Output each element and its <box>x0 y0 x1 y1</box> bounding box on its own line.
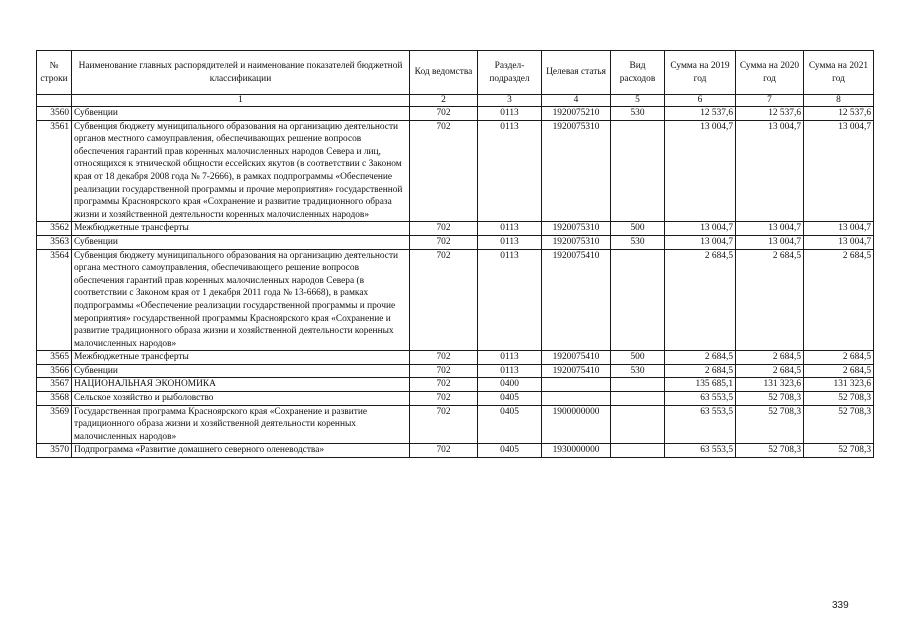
header-sum-2021: Сумма на 2021 год <box>804 51 874 95</box>
cell-target-article: 1920075310 <box>542 235 611 249</box>
cell-sum-2021: 52 708,3 <box>804 444 874 458</box>
cell-dept-code: 702 <box>410 249 478 351</box>
cell-sum-2019: 2 684,5 <box>665 249 736 351</box>
header-target-article: Целевая статья <box>542 51 611 95</box>
header-row-no: № строки <box>37 51 72 95</box>
cell-sum-2021: 131 323,6 <box>804 378 874 392</box>
cell-sum-2021: 52 708,3 <box>804 405 874 444</box>
cell-row-no: 3562 <box>37 222 72 236</box>
cell-row-no: 3561 <box>37 120 72 222</box>
column-number: 3 <box>478 95 542 107</box>
column-number: 8 <box>804 95 874 107</box>
cell-expense-type: 530 <box>611 107 665 121</box>
cell-expense-type: 530 <box>611 235 665 249</box>
cell-name: Субвенции <box>72 107 410 121</box>
table-row <box>37 107 874 121</box>
cell-expense-type <box>611 405 665 444</box>
cell-sum-2019: 2 684,5 <box>665 364 736 378</box>
column-number: 7 <box>736 95 804 107</box>
cell-target-article: 1920075410 <box>542 351 611 365</box>
cell-target-article: 1920075410 <box>542 249 611 351</box>
cell-sum-2019: 13 004,7 <box>665 222 736 236</box>
table-row <box>37 364 874 378</box>
table-row <box>37 444 874 458</box>
cell-section: 0113 <box>478 235 542 249</box>
header-section: Раздел-подраздел <box>478 51 542 95</box>
cell-row-no: 3568 <box>37 392 72 406</box>
cell-target-article: 1930000000 <box>542 444 611 458</box>
cell-dept-code: 702 <box>410 378 478 392</box>
header-dept-code: Код ведомства <box>410 51 478 95</box>
column-number: 5 <box>611 95 665 107</box>
cell-expense-type <box>611 120 665 222</box>
header-name: Наименование главных распорядителей и наименование показателей бюджетной классификации <box>72 51 410 95</box>
table-row <box>37 378 874 392</box>
cell-section: 0113 <box>478 351 542 365</box>
cell-sum-2020: 12 537,6 <box>736 107 804 121</box>
cell-name: Подпрограмма «Развитие домашнего северного оленеводства» <box>72 444 410 458</box>
cell-row-no: 3566 <box>37 364 72 378</box>
cell-name: Субвенции <box>72 364 410 378</box>
cell-sum-2020: 52 708,3 <box>736 392 804 406</box>
cell-expense-type <box>611 378 665 392</box>
cell-sum-2021: 52 708,3 <box>804 392 874 406</box>
cell-row-no: 3570 <box>37 444 72 458</box>
cell-sum-2021: 13 004,7 <box>804 222 874 236</box>
cell-sum-2021: 2 684,5 <box>804 351 874 365</box>
cell-name: Межбюджетные трансферты <box>72 222 410 236</box>
cell-name: Субвенции <box>72 235 410 249</box>
cell-row-no: 3569 <box>37 405 72 444</box>
cell-section: 0405 <box>478 444 542 458</box>
cell-name: Субвенция бюджету муниципального образования на организацию деятельности органов местного самоуправления, обеспечивающих решение вопросов обеспечения гарантий прав коренных малочисленных народов Севера и лиц, относящихся к этнической общности ессейских якутов (в соответствии с Законом края от 18 декабря 2008 года № 7-2666), в рамках подпрограммы «Обеспечение реализации государственной программы и прочие мероприятия» государственной программы Красноярского края «Сохранение и развитие традиционного образа жизни и хозяйственной деятельности коренных малочисленных народов» <box>72 120 410 222</box>
cell-target-article <box>542 392 611 406</box>
column-number-row <box>37 95 874 107</box>
cell-row-no: 3565 <box>37 351 72 365</box>
column-number: 4 <box>542 95 611 107</box>
cell-target-article <box>542 378 611 392</box>
cell-section: 0113 <box>478 222 542 236</box>
cell-sum-2020: 131 323,6 <box>736 378 804 392</box>
cell-sum-2021: 13 004,7 <box>804 235 874 249</box>
cell-section: 0405 <box>478 405 542 444</box>
cell-dept-code: 702 <box>410 107 478 121</box>
cell-target-article: 1920075310 <box>542 222 611 236</box>
cell-dept-code: 702 <box>410 235 478 249</box>
cell-sum-2020: 52 708,3 <box>736 444 804 458</box>
cell-row-no: 3563 <box>37 235 72 249</box>
cell-expense-type <box>611 249 665 351</box>
cell-expense-type: 500 <box>611 351 665 365</box>
cell-target-article: 1900000000 <box>542 405 611 444</box>
cell-sum-2020: 2 684,5 <box>736 364 804 378</box>
cell-section: 0113 <box>478 120 542 222</box>
cell-dept-code: 702 <box>410 392 478 406</box>
table-row <box>37 222 874 236</box>
cell-section: 0113 <box>478 364 542 378</box>
table-header-row <box>37 51 874 95</box>
cell-section: 0113 <box>478 107 542 121</box>
table-row <box>37 392 874 406</box>
cell-sum-2020: 13 004,7 <box>736 222 804 236</box>
cell-sum-2019: 13 004,7 <box>665 235 736 249</box>
cell-sum-2021: 13 004,7 <box>804 120 874 222</box>
cell-expense-type <box>611 444 665 458</box>
table-row <box>37 351 874 365</box>
cell-sum-2020: 52 708,3 <box>736 405 804 444</box>
header-expense-type: Вид расходов <box>611 51 665 95</box>
page-number: 339 <box>832 600 849 611</box>
cell-target-article: 1920075210 <box>542 107 611 121</box>
table-row <box>37 249 874 351</box>
cell-name: НАЦИОНАЛЬНАЯ ЭКОНОМИКА <box>72 378 410 392</box>
cell-sum-2019: 63 553,5 <box>665 444 736 458</box>
cell-section: 0400 <box>478 378 542 392</box>
cell-name: Субвенция бюджету муниципального образования на организацию деятельности органа местного самоуправления, обеспечивающего решение вопросов обеспечения гарантий прав коренных малочисленных народов Севера (в соответствии с Законом края от 1 декабря 2011 года № 13-6668), в рамках подпрограммы «Обеспечение реализации государственной программы и прочие мероприятия» государственной программы Красноярского края «Сохранение и развитие традиционного образа жизни и хозяйственной деятельности коренных малочисленных народов» <box>72 249 410 351</box>
table-body <box>37 107 874 458</box>
budget-table <box>36 50 874 458</box>
cell-sum-2021: 12 537,6 <box>804 107 874 121</box>
cell-expense-type: 500 <box>611 222 665 236</box>
column-number <box>37 95 72 107</box>
cell-sum-2019: 12 537,6 <box>665 107 736 121</box>
cell-dept-code: 702 <box>410 351 478 365</box>
cell-row-no: 3564 <box>37 249 72 351</box>
cell-name: Сельское хозяйство и рыболовство <box>72 392 410 406</box>
cell-dept-code: 702 <box>410 405 478 444</box>
cell-target-article: 1920075310 <box>542 120 611 222</box>
cell-sum-2021: 2 684,5 <box>804 364 874 378</box>
table-row <box>37 235 874 249</box>
column-number: 1 <box>72 95 410 107</box>
cell-section: 0113 <box>478 249 542 351</box>
cell-section: 0405 <box>478 392 542 406</box>
cell-sum-2020: 2 684,5 <box>736 249 804 351</box>
cell-sum-2019: 135 685,1 <box>665 378 736 392</box>
cell-sum-2020: 13 004,7 <box>736 120 804 222</box>
cell-sum-2020: 2 684,5 <box>736 351 804 365</box>
column-number: 6 <box>665 95 736 107</box>
cell-dept-code: 702 <box>410 444 478 458</box>
cell-expense-type <box>611 392 665 406</box>
cell-sum-2020: 13 004,7 <box>736 235 804 249</box>
column-number: 2 <box>410 95 478 107</box>
cell-name: Межбюджетные трансферты <box>72 351 410 365</box>
cell-sum-2019: 2 684,5 <box>665 351 736 365</box>
cell-sum-2019: 13 004,7 <box>665 120 736 222</box>
cell-row-no: 3560 <box>37 107 72 121</box>
cell-dept-code: 702 <box>410 364 478 378</box>
cell-row-no: 3567 <box>37 378 72 392</box>
cell-target-article: 1920075410 <box>542 364 611 378</box>
header-sum-2019: Сумма на 2019 год <box>665 51 736 95</box>
cell-sum-2019: 63 553,5 <box>665 405 736 444</box>
header-sum-2020: Сумма на 2020 год <box>736 51 804 95</box>
cell-dept-code: 702 <box>410 120 478 222</box>
table-row <box>37 405 874 444</box>
table-row <box>37 120 874 222</box>
cell-sum-2021: 2 684,5 <box>804 249 874 351</box>
cell-expense-type: 530 <box>611 364 665 378</box>
cell-dept-code: 702 <box>410 222 478 236</box>
cell-sum-2019: 63 553,5 <box>665 392 736 406</box>
cell-name: Государственная программа Красноярского края «Сохранение и развитие традиционного образа жизни и хозяйственной деятельности коренных малочисленных народов» <box>72 405 410 444</box>
